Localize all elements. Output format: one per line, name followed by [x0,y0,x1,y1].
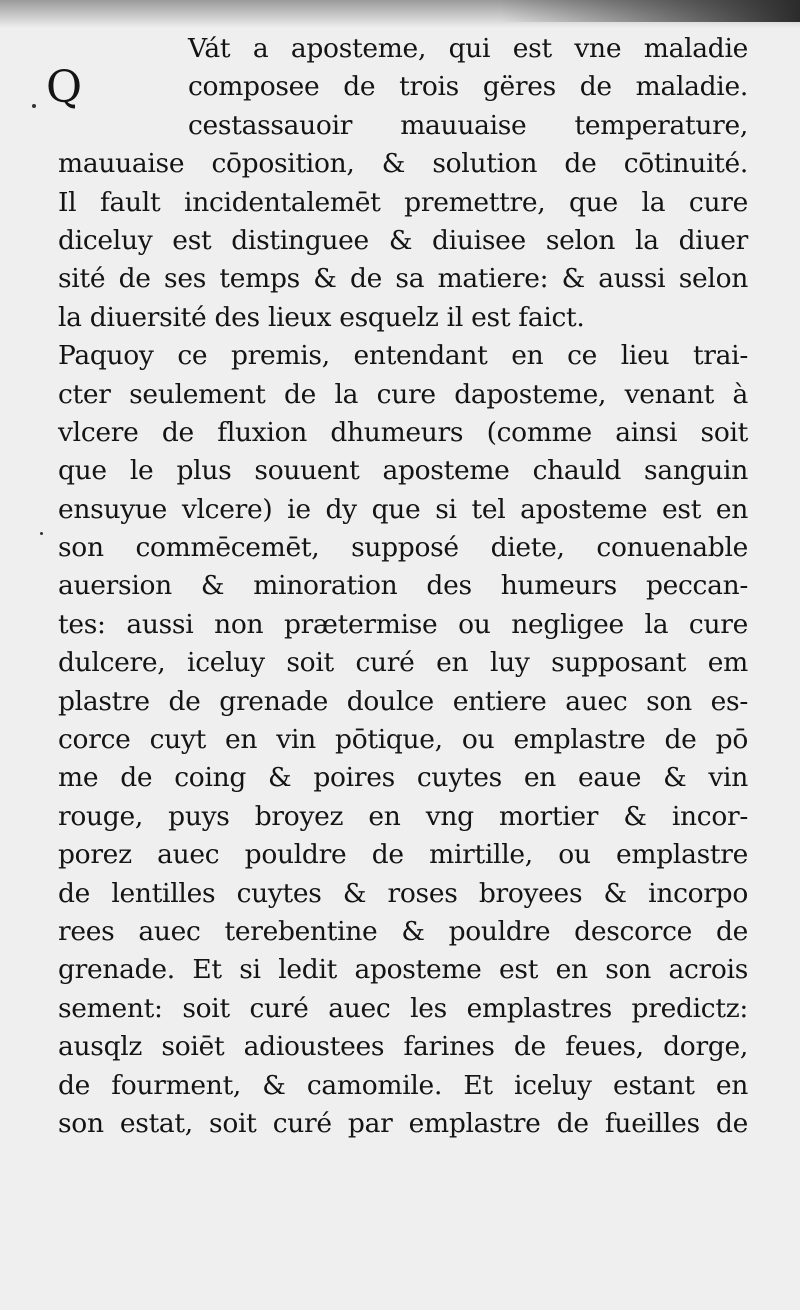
text-line-17: dulcere, iceluy soit curé en luy supposant em [58,647,748,679]
text-line-12: que le plus souuent aposteme chauld sanguin [58,455,748,487]
text-line-13: ensuyue vlcere) ie dy que si tel aposteme est en [58,493,748,525]
text-line-4: mauuaise cōposition, & solution de cōtinuité. [58,148,748,180]
text-line-19: corce cuyt en vin pōtique, ou emplastre de pō [58,724,748,756]
text-line-8: la diuersité des lieux esquelz il est faict. [58,301,585,333]
text-line-21: rouge, puys broyez en vng mortier & incor- [58,800,748,832]
text-line-14: son commēcemēt, supposé diete, conuenable [58,532,748,564]
text-line-28: de fourment, & camomile. Et iceluy estant en [58,1069,748,1101]
text-line-5: Il fault incidentalemēt premettre, que la cure [58,186,748,218]
text-line-16: tes: aussi non prætermise ou negligee la cure [58,608,748,640]
ink-speck [32,104,36,108]
text-line-7: sité de ses temps & de sa matiere: & aussi selon [58,263,748,295]
text-line-20: me de coing & poires cuytes en eaue & vin [58,762,748,794]
text-line-9: Paquoy ce premis, entendant en ce lieu trai- [58,340,748,372]
text-line-18: plastre de grenade doulce entiere auec son es- [58,685,748,717]
text-line-3: cestassauoir mauuaise temperature, [188,109,748,141]
page-corner-shadow [500,0,800,22]
text-line-2: composee de trois gëres de maladie. [188,71,748,103]
ink-speck [40,532,43,535]
initial-letter: Q [46,62,83,113]
text-line-26: sement: soit curé auec les emplastres predictz: [58,992,748,1024]
text-line-24: rees auec terebentine & pouldre descorce de [58,915,748,947]
text-line-29: son estat, soit curé par emplastre de fueilles de [58,1107,748,1139]
text-line-25: grenade. Et si ledit aposteme est en son acrois [58,954,748,986]
text-line-15: auersion & minoration des humeurs peccan- [58,570,748,602]
text-line-1: Vát a aposteme, qui est vne maladie [188,33,748,64]
text-line-6: diceluy est distinguee & diuisee selon la diuer [58,224,748,256]
text-line-23: de lentilles cuytes & roses broyees & incorpo [58,877,748,909]
page-text [58,30,748,1143]
text-line-10: cter seulement de la cure daposteme, venant à [58,378,748,410]
text-line-27: ausqlz soiēt adioustees farines de feues, dorge, [58,1031,748,1063]
text-line-22: porez auec pouldre de mirtille, ou emplastre [58,839,748,871]
text-line-11: vlcere de fluxion dhumeurs (comme ainsi soit [58,416,748,448]
